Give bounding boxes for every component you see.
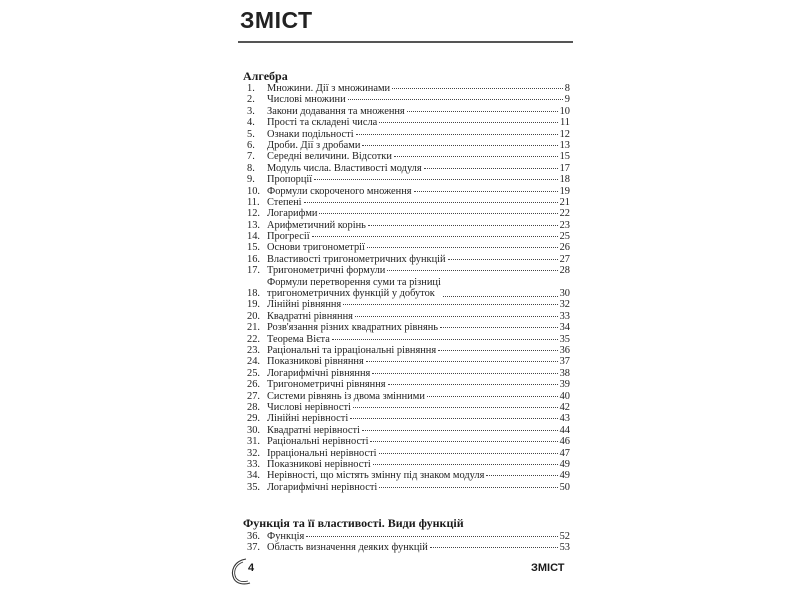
toc-entry[interactable] bbox=[243, 531, 570, 542]
toc-entry-page: 26 bbox=[559, 242, 570, 254]
toc-entry-title: Арифметичний корінь bbox=[267, 219, 366, 231]
dot-leader bbox=[430, 544, 558, 548]
dot-leader bbox=[440, 324, 558, 328]
dot-leader bbox=[438, 347, 557, 351]
toc-entry-title: Функція bbox=[267, 531, 305, 542]
toc-entry-title: Прості та складені числа bbox=[267, 117, 378, 129]
dot-leader bbox=[379, 484, 557, 488]
toc-entry-page: 52 bbox=[559, 531, 570, 542]
dot-leader bbox=[387, 267, 557, 271]
toc-entry[interactable] bbox=[243, 277, 570, 300]
toc-entry[interactable] bbox=[243, 117, 570, 128]
toc-list-functions bbox=[243, 531, 570, 554]
toc-entry-number: 8. bbox=[247, 162, 255, 174]
toc-entry-title: Множини. Дії з множинами bbox=[267, 83, 391, 94]
toc-entry[interactable] bbox=[243, 254, 570, 265]
dot-leader bbox=[388, 381, 558, 385]
toc-entry-number: 29. bbox=[247, 413, 260, 425]
toc-entry-number: 36. bbox=[247, 531, 260, 542]
toc-entry[interactable] bbox=[243, 197, 570, 208]
toc-entry-page: 9 bbox=[564, 94, 570, 106]
toc-entry-title bbox=[267, 277, 441, 300]
toc-entry-page: 34 bbox=[559, 322, 570, 334]
toc-entry-number: 21. bbox=[247, 322, 260, 334]
section-heading-algebra: Алгебра bbox=[243, 69, 288, 83]
toc-entry[interactable] bbox=[243, 220, 570, 231]
toc-entry[interactable] bbox=[243, 322, 570, 333]
dot-leader bbox=[348, 96, 563, 100]
toc-entry-number: 7. bbox=[247, 151, 255, 163]
toc-entry-number: 4. bbox=[247, 117, 255, 129]
toc-entry[interactable] bbox=[243, 470, 570, 481]
dot-leader bbox=[379, 450, 558, 454]
toc-entry[interactable] bbox=[243, 151, 570, 162]
dot-leader bbox=[350, 415, 557, 419]
dot-leader bbox=[362, 427, 558, 431]
toc-entry[interactable] bbox=[243, 299, 570, 310]
toc-entry[interactable] bbox=[243, 129, 570, 140]
toc-entry-title: Модуль числа. Властивості модуля bbox=[267, 162, 422, 174]
toc-entry-page: 50 bbox=[559, 481, 570, 493]
toc-entry-title: Прогресії bbox=[267, 231, 310, 243]
toc-entry-page: 37 bbox=[559, 356, 570, 368]
toc-entry[interactable] bbox=[243, 356, 570, 367]
dot-leader bbox=[392, 85, 563, 89]
toc-entry-title: Системи рівнянь із двома змінними bbox=[267, 390, 425, 402]
dot-leader bbox=[370, 438, 557, 442]
toc-entry-page: 40 bbox=[559, 390, 570, 402]
toc-entry-number: 34. bbox=[247, 470, 260, 482]
toc-entry-title: Тригонометричні рівняння bbox=[267, 379, 386, 391]
toc-entry-title: Ірраціональні нерівності bbox=[267, 447, 377, 459]
toc-entry-title: Властивості тригонометричних функцій bbox=[267, 253, 446, 265]
toc-entry-page: 49 bbox=[559, 470, 570, 482]
toc-entry-title: Ознаки подільності bbox=[267, 128, 354, 140]
toc-entry-number: 9. bbox=[247, 174, 255, 186]
toc-entry-title: Квадратні нерівності bbox=[267, 424, 360, 436]
toc-entry-number: 13. bbox=[247, 219, 260, 231]
toc-entry-title: Степені bbox=[267, 196, 302, 208]
toc-entry[interactable] bbox=[243, 379, 570, 390]
toc-entry-number: 35. bbox=[247, 481, 260, 493]
toc-entry-title: Дроби. Дії з дробами bbox=[267, 139, 361, 151]
toc-entry[interactable] bbox=[243, 482, 570, 493]
dot-leader bbox=[367, 244, 558, 248]
toc-entry-title: Основи тригонометрії bbox=[267, 242, 365, 254]
toc-entry-page: 43 bbox=[559, 413, 570, 425]
toc-entry-page: 10 bbox=[559, 105, 570, 117]
toc-entry-page: 21 bbox=[559, 196, 570, 208]
toc-entry[interactable] bbox=[243, 334, 570, 345]
toc-entry-page: 19 bbox=[559, 185, 570, 197]
footer-label: ЗМІСТ bbox=[531, 562, 565, 574]
toc-entry-number: 20. bbox=[247, 310, 260, 322]
dot-leader bbox=[353, 404, 558, 408]
toc-entry-title: Пропорції bbox=[267, 174, 313, 186]
toc-entry[interactable] bbox=[243, 402, 570, 413]
dot-leader bbox=[414, 188, 558, 192]
toc-entry-title: Нерівності, що містять змінну під знаком модуля bbox=[267, 470, 485, 482]
toc-entry-number: 37. bbox=[247, 542, 260, 554]
toc-entry[interactable] bbox=[243, 242, 570, 253]
toc-entry-title: Логарифмічні рівняння bbox=[267, 367, 371, 379]
page-title: ЗМІСТ bbox=[240, 7, 313, 33]
toc-entry-title: Формули скороченого множення bbox=[267, 185, 412, 197]
toc-entry-title: Логарифмічні нерівності bbox=[267, 481, 378, 493]
dot-leader bbox=[366, 358, 558, 362]
dot-leader bbox=[362, 142, 557, 146]
toc-entry-page: 46 bbox=[559, 436, 570, 448]
dot-leader bbox=[407, 108, 558, 112]
toc-entry-number: 12. bbox=[247, 208, 260, 220]
dot-leader bbox=[427, 393, 558, 397]
toc-entry[interactable] bbox=[243, 311, 570, 322]
toc-entry[interactable] bbox=[243, 94, 570, 105]
dot-leader bbox=[448, 256, 558, 260]
toc-entry-number: 23. bbox=[247, 345, 260, 356]
dot-leader bbox=[379, 119, 558, 123]
toc-entry-number: 6. bbox=[247, 139, 255, 151]
toc-entry-number: 17. bbox=[247, 265, 260, 277]
footer-page-number: 4 bbox=[248, 562, 255, 574]
toc-entry-title: Тригонометричні формули bbox=[267, 265, 386, 277]
toc-entry-number: 31. bbox=[247, 436, 260, 448]
toc-entry-title: Середні величини. Відсотки bbox=[267, 151, 392, 163]
dot-leader bbox=[372, 370, 557, 374]
toc-entry-title: Лінійні нерівності bbox=[267, 413, 349, 425]
toc-entry-page: 11 bbox=[559, 117, 570, 129]
toc-entry-title: Закони додавання та множення bbox=[267, 105, 405, 117]
toc-entry-number: 33. bbox=[247, 458, 260, 470]
toc-entry-title: Раціональні нерівності bbox=[267, 436, 369, 448]
toc-entry-number: 24. bbox=[247, 356, 260, 368]
toc-entry-page: 36 bbox=[559, 345, 570, 356]
toc-entry-number: 16. bbox=[247, 253, 260, 265]
toc-entry-number: 26. bbox=[247, 379, 260, 391]
toc-entry[interactable] bbox=[243, 542, 570, 553]
toc-entry-page: 49 bbox=[559, 458, 570, 470]
toc-entry-page: 39 bbox=[559, 379, 570, 391]
toc-entry[interactable] bbox=[243, 163, 570, 174]
toc-entry-number: 14. bbox=[247, 231, 260, 243]
dot-leader bbox=[373, 461, 558, 465]
dot-leader bbox=[319, 210, 557, 214]
toc-entry-page: 47 bbox=[559, 447, 570, 459]
toc-entry[interactable] bbox=[243, 83, 570, 94]
toc-entry[interactable] bbox=[243, 231, 570, 242]
toc-entry-number: 15. bbox=[247, 242, 260, 254]
toc-entry-title: Квадратні рівняння bbox=[267, 310, 353, 322]
toc-entry-title: Показникові рівняння bbox=[267, 356, 364, 368]
toc-entry[interactable] bbox=[243, 186, 570, 197]
toc-entry-number: 32. bbox=[247, 447, 260, 459]
toc-entry-title: Розв'язання різних квадратних рівнянь bbox=[267, 322, 439, 334]
toc-entry-page: 28 bbox=[559, 265, 570, 277]
toc-entry-number: 5. bbox=[247, 128, 255, 140]
toc-entry[interactable] bbox=[243, 368, 570, 379]
toc-entry-page: 25 bbox=[559, 231, 570, 243]
toc-entry-title: Числові множини bbox=[267, 94, 346, 106]
toc-entry[interactable] bbox=[243, 425, 570, 436]
toc-entry-title: Теорема Вієта bbox=[267, 333, 330, 345]
toc-entry-page: 22 bbox=[559, 208, 570, 220]
toc-entry-title: Область визначення деяких функцій bbox=[267, 542, 428, 554]
dot-leader bbox=[304, 199, 558, 203]
toc-entry-number: 3. bbox=[247, 105, 255, 117]
toc-entry[interactable] bbox=[243, 413, 570, 424]
toc-entry-title-line2: тригонометричних функцій у добуток bbox=[267, 288, 435, 300]
dot-leader bbox=[343, 301, 557, 305]
dot-leader bbox=[356, 131, 558, 135]
dot-leader bbox=[332, 336, 558, 340]
toc-entry[interactable] bbox=[243, 208, 570, 219]
toc-entry-page: 15 bbox=[559, 151, 570, 163]
dot-leader bbox=[368, 222, 558, 226]
toc-entry-page: 8 bbox=[564, 83, 570, 94]
toc-entry-page: 23 bbox=[559, 219, 570, 231]
toc-entry-page: 32 bbox=[559, 299, 570, 311]
toc-entry-page: 53 bbox=[559, 542, 570, 554]
dot-leader bbox=[443, 293, 558, 297]
toc-entry-number: 30. bbox=[247, 424, 260, 436]
toc-entry[interactable] bbox=[243, 265, 570, 276]
toc-entry[interactable] bbox=[243, 106, 570, 117]
toc-entry-page: 27 bbox=[559, 253, 570, 265]
toc-entry-number: 18. bbox=[247, 288, 260, 300]
toc-entry-page: 35 bbox=[559, 333, 570, 345]
toc-entry-page: 30 bbox=[559, 288, 570, 300]
toc-entry[interactable] bbox=[243, 391, 570, 402]
toc-entry[interactable] bbox=[243, 448, 570, 459]
dot-leader bbox=[314, 176, 557, 180]
toc-entry[interactable] bbox=[243, 174, 570, 185]
toc-entry-number: 11. bbox=[247, 196, 260, 208]
toc-entry[interactable] bbox=[243, 345, 570, 356]
toc-entry-page: 44 bbox=[559, 424, 570, 436]
toc-entry-number: 2. bbox=[247, 94, 255, 106]
toc-entry-title-line1: Формули перетворення суми та різниці bbox=[267, 276, 441, 288]
dot-leader bbox=[486, 472, 557, 476]
toc-entry-number: 10. bbox=[247, 185, 260, 197]
dot-leader bbox=[424, 165, 558, 169]
toc-entry-page: 38 bbox=[559, 367, 570, 379]
toc-entry-page: 33 bbox=[559, 310, 570, 322]
toc-entry-title: Лінійні рівняння bbox=[267, 299, 342, 311]
dot-leader bbox=[355, 313, 558, 317]
toc-entry-number: 27. bbox=[247, 390, 260, 402]
toc-entry-title: Показникові нерівності bbox=[267, 458, 371, 470]
toc-entry[interactable] bbox=[243, 459, 570, 470]
toc-entry-number: 22. bbox=[247, 333, 260, 345]
toc-entry-page: 18 bbox=[559, 174, 570, 186]
dot-leader bbox=[306, 533, 557, 537]
toc-entry-page: 12 bbox=[559, 128, 570, 140]
dot-leader bbox=[312, 233, 558, 237]
toc-entry-title: Раціональні та ірраціональні рівняння bbox=[267, 345, 437, 356]
toc-entry-number: 28. bbox=[247, 401, 260, 413]
dot-leader bbox=[394, 153, 558, 157]
title-divider bbox=[238, 41, 573, 43]
toc-entry-page: 13 bbox=[559, 139, 570, 151]
toc-entry[interactable] bbox=[243, 436, 570, 447]
toc-entry-title: Числові нерівності bbox=[267, 401, 351, 413]
section-heading-functions: Функція та її властивості. Види функцій bbox=[243, 516, 464, 530]
toc-entry-title: Логарифми bbox=[267, 208, 318, 220]
toc-entry-number: 25. bbox=[247, 367, 260, 379]
toc-entry-page: 42 bbox=[559, 401, 570, 413]
toc-entry[interactable] bbox=[243, 140, 570, 151]
toc-entry-number: 1. bbox=[247, 83, 255, 94]
toc-list-algebra bbox=[243, 83, 570, 493]
toc-entry-number: 19. bbox=[247, 299, 260, 311]
toc-entry-page: 17 bbox=[559, 162, 570, 174]
